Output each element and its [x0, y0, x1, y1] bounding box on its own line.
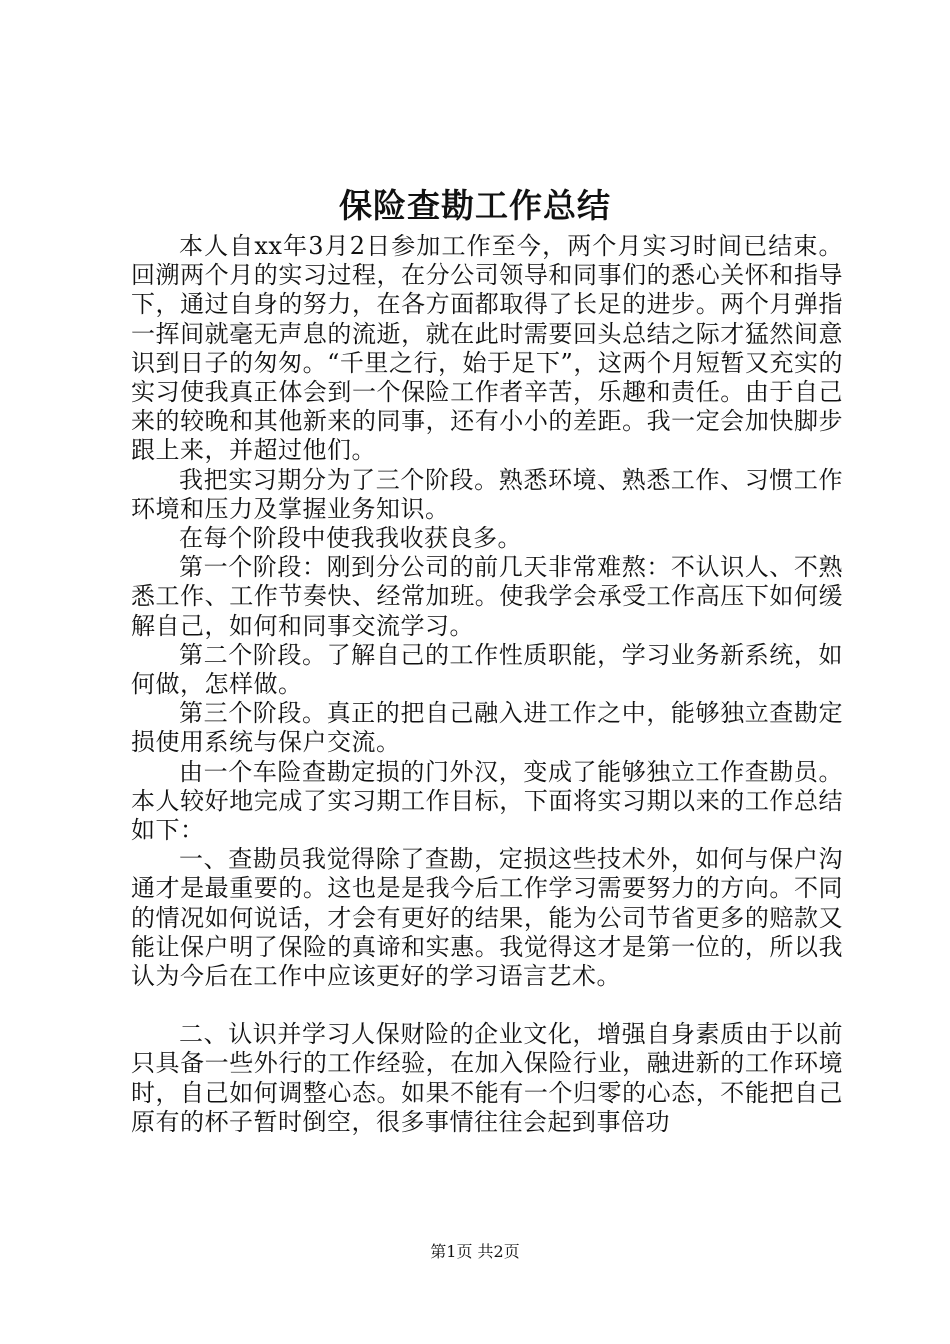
paragraph-summary-intro: 由一个车险查勘定损的门外汉，变成了能够独立工作查勘员。本人较好地完成了实习期工作目标，下面将实习期以来的工作总结如下：: [131, 757, 843, 845]
document-title: 保险查勘工作总结: [339, 186, 611, 225]
paragraph-stages: 我把实习期分为了三个阶段。熟悉环境、熟悉工作、习惯工作环境和压力及掌握业务知识。: [131, 465, 843, 523]
paragraph-stage-one: 第一个阶段：刚到分公司的前几天非常难熬：不认识人、不熟悉工作、工作节奏快、经常加班。使我学会承受工作高压下如何缓解自己，如何和同事交流学习。: [131, 553, 843, 640]
paragraph-gains: 在每个阶段中使我我收获良多。: [179, 524, 522, 553]
paragraph-intro: 本人自xx年3月2日参加工作至今，两个月实习时间已结束。回溯两个月的实习过程，在分公司领导和同事们的悉心关怀和指导下，通过自身的努力，在各方面都取得了长足的进步。两个月弹指一挥间就毫无声息的流逝，就在此时需要回头总结之际才猛然间意识到日子的匆匆。“千里之行，始于足下”，这两个月短暂又充实的实习使我真正体会到一个保险工作者辛苦，乐趣和责任。由于自己来的较晚和其他新来的同事，还有小小的差距。我一定会加快脚步跟上来，并超过他们。: [131, 232, 843, 465]
paragraph-gap: [131, 991, 843, 1020]
document-body: [131, 232, 843, 1137]
page-footer: 第1页 共2页: [430, 1242, 520, 1261]
paragraph-stage-two: 第二个阶段。了解自己的工作性质职能，学习业务新系统，如何做，怎样做。: [131, 640, 843, 699]
paragraph-stage-three: 第三个阶段。真正的把自己融入进工作之中，能够独立查勘定损使用系统与保户交流。: [131, 699, 843, 757]
paragraph-point-two: 二、认识并学习人保财险的企业文化，增强自身素质由于以前只具备一些外行的工作经验，在加入保险行业，融进新的工作环境时，自己如何调整心态。如果不能有一个归零的心态，不能把自己原有的杯子暂时倒空，很多事情往往会起到事倍功: [131, 1020, 843, 1136]
paragraph-point-one: 一、查勘员我觉得除了查勘，定损这些技术外，如何与保户沟通才是最重要的。这也是是我今后工作学习需要努力的方向。不同的情况如何说话，才会有更好的结果，能为公司节省更多的赔款又能让保户明了保险的真谛和实惠。我觉得这才是第一位的，所以我认为今后在工作中应该更好的学习语言艺术。: [131, 845, 843, 991]
